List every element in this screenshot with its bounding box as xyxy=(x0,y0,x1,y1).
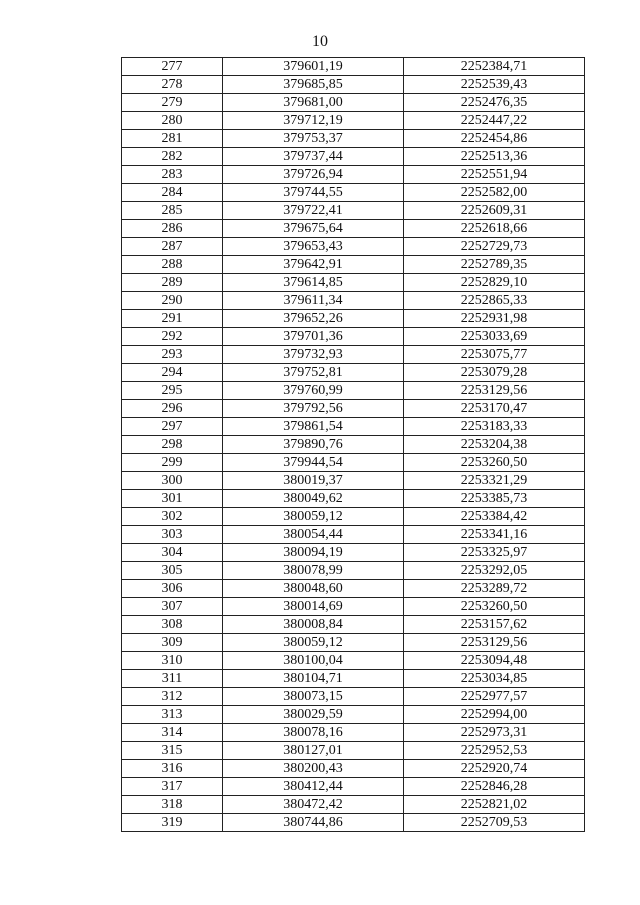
x-coordinate-cell: 380104,71 xyxy=(223,670,404,688)
x-coordinate-cell: 379712,19 xyxy=(223,112,404,130)
point-number-cell: 285 xyxy=(122,202,223,220)
point-number-cell: 309 xyxy=(122,634,223,652)
point-number-cell: 282 xyxy=(122,148,223,166)
x-coordinate-cell: 380472,42 xyxy=(223,796,404,814)
x-coordinate-cell: 379861,54 xyxy=(223,418,404,436)
x-coordinate-cell: 379726,94 xyxy=(223,166,404,184)
table-row xyxy=(122,724,585,742)
point-number-cell: 317 xyxy=(122,778,223,796)
x-coordinate-cell: 380127,01 xyxy=(223,742,404,760)
point-number-cell: 292 xyxy=(122,328,223,346)
y-coordinate-cell: 2253157,62 xyxy=(404,616,585,634)
table-row xyxy=(122,382,585,400)
point-number-cell: 311 xyxy=(122,670,223,688)
y-coordinate-cell: 2252513,36 xyxy=(404,148,585,166)
y-coordinate-cell: 2252977,57 xyxy=(404,688,585,706)
table-row xyxy=(122,112,585,130)
y-coordinate-cell: 2253183,33 xyxy=(404,418,585,436)
y-coordinate-cell: 2252865,33 xyxy=(404,292,585,310)
y-coordinate-cell: 2253384,42 xyxy=(404,508,585,526)
point-number-cell: 314 xyxy=(122,724,223,742)
x-coordinate-cell: 379685,85 xyxy=(223,76,404,94)
point-number-cell: 278 xyxy=(122,76,223,94)
x-coordinate-cell: 380048,60 xyxy=(223,580,404,598)
point-number-cell: 302 xyxy=(122,508,223,526)
point-number-cell: 277 xyxy=(122,58,223,76)
table-row xyxy=(122,562,585,580)
point-number-cell: 299 xyxy=(122,454,223,472)
table-row xyxy=(122,652,585,670)
y-coordinate-cell: 2252618,66 xyxy=(404,220,585,238)
x-coordinate-cell: 380200,43 xyxy=(223,760,404,778)
point-number-cell: 279 xyxy=(122,94,223,112)
table-row xyxy=(122,76,585,94)
point-number-cell: 291 xyxy=(122,310,223,328)
table-row xyxy=(122,400,585,418)
y-coordinate-cell: 2252609,31 xyxy=(404,202,585,220)
point-number-cell: 318 xyxy=(122,796,223,814)
y-coordinate-cell: 2253129,56 xyxy=(404,634,585,652)
y-coordinate-cell: 2253289,72 xyxy=(404,580,585,598)
y-coordinate-cell: 2252846,28 xyxy=(404,778,585,796)
table-row xyxy=(122,526,585,544)
table-row xyxy=(122,58,585,76)
x-coordinate-cell: 379601,19 xyxy=(223,58,404,76)
y-coordinate-cell: 2253079,28 xyxy=(404,364,585,382)
y-coordinate-cell: 2252829,10 xyxy=(404,274,585,292)
y-coordinate-cell: 2253094,48 xyxy=(404,652,585,670)
table-row xyxy=(122,616,585,634)
y-coordinate-cell: 2252920,74 xyxy=(404,760,585,778)
table-row xyxy=(122,814,585,832)
table-row xyxy=(122,598,585,616)
y-coordinate-cell: 2253034,85 xyxy=(404,670,585,688)
x-coordinate-cell: 379701,36 xyxy=(223,328,404,346)
point-number-cell: 289 xyxy=(122,274,223,292)
point-number-cell: 305 xyxy=(122,562,223,580)
x-coordinate-cell: 379642,91 xyxy=(223,256,404,274)
table-row xyxy=(122,706,585,724)
x-coordinate-cell: 379753,37 xyxy=(223,130,404,148)
y-coordinate-cell: 2252952,53 xyxy=(404,742,585,760)
point-number-cell: 300 xyxy=(122,472,223,490)
x-coordinate-cell: 380100,04 xyxy=(223,652,404,670)
table-row xyxy=(122,490,585,508)
y-coordinate-cell: 2253170,47 xyxy=(404,400,585,418)
point-number-cell: 319 xyxy=(122,814,223,832)
y-coordinate-cell: 2252931,98 xyxy=(404,310,585,328)
y-coordinate-cell: 2252582,00 xyxy=(404,184,585,202)
coordinates-table-body xyxy=(122,58,585,832)
x-coordinate-cell: 379722,41 xyxy=(223,202,404,220)
table-row xyxy=(122,202,585,220)
table-row xyxy=(122,292,585,310)
y-coordinate-cell: 2252729,73 xyxy=(404,238,585,256)
x-coordinate-cell: 380059,12 xyxy=(223,508,404,526)
table-row xyxy=(122,328,585,346)
point-number-cell: 310 xyxy=(122,652,223,670)
x-coordinate-cell: 380019,37 xyxy=(223,472,404,490)
y-coordinate-cell: 2253321,29 xyxy=(404,472,585,490)
table-row xyxy=(122,148,585,166)
table-row xyxy=(122,436,585,454)
point-number-cell: 316 xyxy=(122,760,223,778)
x-coordinate-cell: 379614,85 xyxy=(223,274,404,292)
point-number-cell: 295 xyxy=(122,382,223,400)
x-coordinate-cell: 379737,44 xyxy=(223,148,404,166)
x-coordinate-cell: 380049,62 xyxy=(223,490,404,508)
table-row xyxy=(122,580,585,598)
y-coordinate-cell: 2253075,77 xyxy=(404,346,585,364)
point-number-cell: 281 xyxy=(122,130,223,148)
x-coordinate-cell: 380014,69 xyxy=(223,598,404,616)
x-coordinate-cell: 380412,44 xyxy=(223,778,404,796)
y-coordinate-cell: 2252384,71 xyxy=(404,58,585,76)
x-coordinate-cell: 379653,43 xyxy=(223,238,404,256)
table-row xyxy=(122,184,585,202)
x-coordinate-cell: 379732,93 xyxy=(223,346,404,364)
x-coordinate-cell: 380073,15 xyxy=(223,688,404,706)
x-coordinate-cell: 380078,16 xyxy=(223,724,404,742)
page-number: 10 xyxy=(312,33,328,50)
y-coordinate-cell: 2253204,38 xyxy=(404,436,585,454)
y-coordinate-cell: 2253341,16 xyxy=(404,526,585,544)
y-coordinate-cell: 2253033,69 xyxy=(404,328,585,346)
table-row xyxy=(122,634,585,652)
table-row xyxy=(122,760,585,778)
x-coordinate-cell: 380078,99 xyxy=(223,562,404,580)
point-number-cell: 280 xyxy=(122,112,223,130)
coordinates-table xyxy=(121,57,585,832)
table-row xyxy=(122,778,585,796)
point-number-cell: 303 xyxy=(122,526,223,544)
table-row xyxy=(122,130,585,148)
table-row xyxy=(122,256,585,274)
x-coordinate-cell: 379760,99 xyxy=(223,382,404,400)
x-coordinate-cell: 380059,12 xyxy=(223,634,404,652)
point-number-cell: 297 xyxy=(122,418,223,436)
y-coordinate-cell: 2252551,94 xyxy=(404,166,585,184)
table-row xyxy=(122,364,585,382)
table-row xyxy=(122,454,585,472)
table-row xyxy=(122,346,585,364)
x-coordinate-cell: 379944,54 xyxy=(223,454,404,472)
table-row xyxy=(122,310,585,328)
point-number-cell: 312 xyxy=(122,688,223,706)
y-coordinate-cell: 2252821,02 xyxy=(404,796,585,814)
point-number-cell: 301 xyxy=(122,490,223,508)
x-coordinate-cell: 380029,59 xyxy=(223,706,404,724)
x-coordinate-cell: 379744,55 xyxy=(223,184,404,202)
point-number-cell: 288 xyxy=(122,256,223,274)
point-number-cell: 304 xyxy=(122,544,223,562)
point-number-cell: 307 xyxy=(122,598,223,616)
x-coordinate-cell: 379652,26 xyxy=(223,310,404,328)
y-coordinate-cell: 2252454,86 xyxy=(404,130,585,148)
y-coordinate-cell: 2252476,35 xyxy=(404,94,585,112)
table-row xyxy=(122,274,585,292)
y-coordinate-cell: 2252994,00 xyxy=(404,706,585,724)
x-coordinate-cell: 379752,81 xyxy=(223,364,404,382)
point-number-cell: 315 xyxy=(122,742,223,760)
point-number-cell: 294 xyxy=(122,364,223,382)
x-coordinate-cell: 379890,76 xyxy=(223,436,404,454)
y-coordinate-cell: 2253292,05 xyxy=(404,562,585,580)
y-coordinate-cell: 2253325,97 xyxy=(404,544,585,562)
y-coordinate-cell: 2252447,22 xyxy=(404,112,585,130)
table-row xyxy=(122,670,585,688)
table-row xyxy=(122,508,585,526)
y-coordinate-cell: 2252709,53 xyxy=(404,814,585,832)
y-coordinate-cell: 2253260,50 xyxy=(404,598,585,616)
x-coordinate-cell: 380008,84 xyxy=(223,616,404,634)
y-coordinate-cell: 2253385,73 xyxy=(404,490,585,508)
x-coordinate-cell: 379675,64 xyxy=(223,220,404,238)
table-row xyxy=(122,94,585,112)
x-coordinate-cell: 380744,86 xyxy=(223,814,404,832)
y-coordinate-cell: 2253129,56 xyxy=(404,382,585,400)
y-coordinate-cell: 2253260,50 xyxy=(404,454,585,472)
y-coordinate-cell: 2252539,43 xyxy=(404,76,585,94)
table-row xyxy=(122,220,585,238)
point-number-cell: 298 xyxy=(122,436,223,454)
table-row xyxy=(122,238,585,256)
table-row xyxy=(122,472,585,490)
table-row xyxy=(122,166,585,184)
point-number-cell: 308 xyxy=(122,616,223,634)
x-coordinate-cell: 379611,34 xyxy=(223,292,404,310)
point-number-cell: 283 xyxy=(122,166,223,184)
y-coordinate-cell: 2252789,35 xyxy=(404,256,585,274)
x-coordinate-cell: 379792,56 xyxy=(223,400,404,418)
point-number-cell: 313 xyxy=(122,706,223,724)
point-number-cell: 296 xyxy=(122,400,223,418)
point-number-cell: 287 xyxy=(122,238,223,256)
x-coordinate-cell: 379681,00 xyxy=(223,94,404,112)
point-number-cell: 286 xyxy=(122,220,223,238)
point-number-cell: 290 xyxy=(122,292,223,310)
table-row xyxy=(122,544,585,562)
table-row xyxy=(122,418,585,436)
point-number-cell: 284 xyxy=(122,184,223,202)
x-coordinate-cell: 380054,44 xyxy=(223,526,404,544)
y-coordinate-cell: 2252973,31 xyxy=(404,724,585,742)
x-coordinate-cell: 380094,19 xyxy=(223,544,404,562)
table-row xyxy=(122,796,585,814)
point-number-cell: 306 xyxy=(122,580,223,598)
point-number-cell: 293 xyxy=(122,346,223,364)
table-row xyxy=(122,742,585,760)
table-row xyxy=(122,688,585,706)
